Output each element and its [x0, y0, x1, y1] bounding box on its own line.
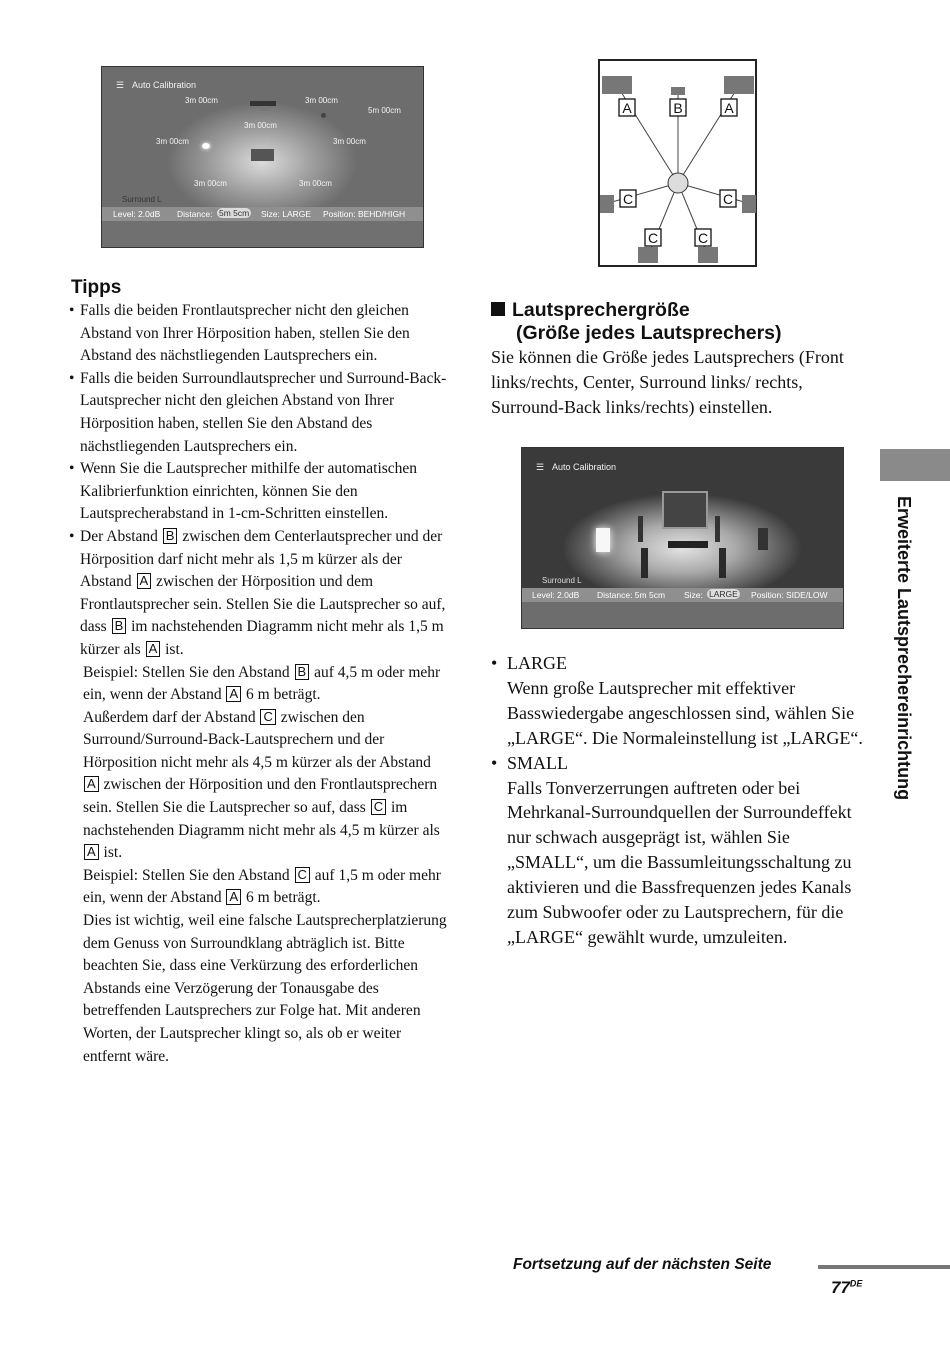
size-readout-label: Size: [684, 590, 703, 600]
chapter-tab-label: Erweiterte Lautsprechereinrichtung [894, 496, 914, 801]
page-number: 77DE [831, 1278, 863, 1297]
distance-label: 3m 00cm [244, 121, 277, 130]
speaker-center-marker [259, 106, 269, 111]
tipps-list [69, 300, 449, 1068]
distance-label: 3m 00cm [333, 137, 366, 146]
diagram-label-c: C [622, 191, 634, 207]
osd-status-bar [102, 207, 423, 221]
tipps-importance-note: Dies ist wichtig, weil eine falsche Lautsprecherplatzierung dem Genuss von Surroundklang abträglich ist. Bitte beachten Sie, dass eine Verkürzung des erforderlichen Abstands eine Verzögerung der Tonausgabe des betreffenden Lautsprechers zur Folge hat. Mit anderen Worten, der Lautsprecher klingt so, als ob er weiter entfernt wäre. [83, 912, 447, 1065]
osd-title: Auto Calibration [552, 462, 617, 472]
continued-note: Fortsetzung auf der nächsten Seite [513, 1256, 772, 1273]
size-options-list [491, 651, 866, 950]
speaker-tower [641, 548, 648, 578]
speaker-front-left [602, 76, 632, 94]
distance-label: 5m 00cm [368, 106, 401, 115]
level-readout: Level: 2.0dB [532, 590, 580, 600]
diagram-label-c: C [647, 230, 659, 246]
osd-title: Auto Calibration [132, 80, 197, 90]
tipps-surround-rule: Außerdem darf der Abstand C zwischen den Surround/Surround-Back-Lautsprechern und der Hörposition nicht mehr als 4,5 m kürzer als der Abstand A zwischen der Hörposition und den Frontlautsprechern sein. Stellen Sie die Lautsprecher so auf, dass C im nachstehenden Diagramm nicht mehr als 4,5 m kürzer als A ist. [83, 708, 440, 862]
page-language: DE [849, 1278, 863, 1289]
section-body: Sie können die Größe jedes Lautsprechers (Front links/rechts, Center, Surround links/ rechts, Surround-Back links/rechts) einstellen. [491, 347, 844, 417]
listener-icon [668, 173, 688, 193]
center-speaker [668, 541, 708, 548]
option-large-title: • LARGE [507, 653, 567, 673]
osd-screen-size [521, 447, 844, 629]
footer-rule [818, 1265, 950, 1269]
speaker-dot [321, 113, 326, 118]
speaker-surround-back-right [698, 247, 718, 263]
option-small-text: Falls Tonverzerrungen auftreten oder bei Mehrkanal-Surroundquellen der Surroundeffekt nur schwach ausgeprägt ist, wählen Sie „SMALL“, um die Bassumleitungsschaltung zu aktivieren und die Bassfrequenzen jedes Kanals zum Subwoofer oder zu Lautsprechern, für die „LARGE“ gewählt wurde, umzuleiten. [507, 777, 852, 947]
speaker-surround-l [202, 143, 210, 149]
diagram-label-b: B [673, 100, 683, 116]
distance-readout-value: 5m 5cm [219, 208, 250, 218]
speaker-placement-diagram [598, 59, 758, 268]
speaker-name: Surround L [542, 576, 582, 585]
speaker-surround-left [600, 195, 614, 213]
speaker-tower [719, 548, 726, 578]
osd-title-icon: ☰ [116, 80, 125, 90]
distance-readout: Distance: 5m 5cm [597, 590, 666, 600]
speaker-tower [638, 516, 643, 542]
speaker-surround-right [742, 195, 756, 213]
osd-bottom-band [102, 221, 423, 247]
osd-status-bar [522, 588, 843, 602]
option-small-title: • SMALL [507, 752, 569, 773]
distance-label: 3m 00cm [185, 96, 218, 105]
speaker-tower [715, 516, 720, 542]
diagram-label-c: C [722, 191, 734, 207]
diagram-label-a: A [724, 100, 734, 116]
osd-bottom-band [522, 602, 843, 628]
speaker-center [671, 87, 685, 95]
tipps-example-1: Beispiel: Stellen Sie den Abstand B auf 4,5 m oder mehr ein, wenn der Abstand A 6 m beträgt. [83, 663, 441, 704]
tipps-heading: Tipps [71, 277, 122, 298]
tipps-bullet-1: • Falls die beiden Frontlautsprecher nicht den gleichen Abstand von Ihrer Hörposition haben, stellen Sie den Abstand des nächstliegenden Lautsprechers ein. [69, 300, 449, 368]
listener-seat [251, 149, 274, 161]
diagram-label-a: A [622, 100, 632, 116]
level-readout: Level: 2.0dB [113, 209, 161, 219]
osd-screen-distance [101, 66, 424, 248]
distance-label: 3m 00cm [194, 179, 227, 188]
option-small [491, 751, 866, 950]
size-readout: Size: LARGE [261, 209, 312, 219]
osd-title-icon: ☰ [536, 462, 545, 472]
chapter-tab-marker [880, 449, 950, 481]
position-readout: Position: BEHD/HIGH [323, 209, 406, 219]
diagram-label-c: C [697, 230, 709, 246]
speaker-surround-back-left [638, 247, 658, 263]
option-large-text: Wenn große Lautsprecher mit effektiver Basswiedergabe angeschlossen sind, wählen Sie „LARGE“. Die Normaleinstellung ist „LARGE“. [507, 677, 863, 748]
tipps-bullet-4: • Der Abstand B zwischen dem Centerlautsprecher und der Hörposition darf nicht mehr als 1,5 m kürzer als der Abstand A zwischen der Hörposition und dem Frontlautsprecher sein. Stellen Sie die Lautsprecher so auf, dass B im nachstehenden Diagramm nicht mehr als 1,5 m kürzer als A ist. [69, 526, 449, 662]
tipps-bullet-2: • Falls die beiden Surroundlautsprecher und Surround-Back-Lautsprecher nicht den gleichen Abstand von Ihrer Hörposition haben, stellen Sie den Abstand des nächstliegenden Lautsprechers ein. [69, 368, 449, 458]
option-large [491, 651, 866, 751]
tipps-example-2: Beispiel: Stellen Sie den Abstand C auf 1,5 m oder mehr ein, wenn der Abstand A 6 m beträgt. [83, 866, 441, 907]
size-readout-value: LARGE [709, 589, 738, 599]
speaker-rear [758, 528, 768, 550]
distance-label: 3m 00cm [299, 179, 332, 188]
distance-label: 3m 00cm [156, 137, 189, 146]
speaker-front-right [724, 76, 754, 94]
speaker-name: Surround L [122, 195, 162, 204]
section-square-icon [491, 302, 505, 316]
position-readout: Position: SIDE/LOW [751, 590, 828, 600]
tipps-bullet-3: • Wenn Sie die Lautsprecher mithilfe der automatischen Kalibrierfunktion einrichten, können Sie den Lautsprecherabstand in 1-cm-Schritten einstellen. [69, 458, 449, 526]
section-heading: Lautsprechergröße (Größe jedes Lautsprechers) [491, 299, 782, 345]
distance-readout-label: Distance: [177, 209, 213, 219]
distance-label: 3m 00cm [305, 96, 338, 105]
speaker-surround-l [596, 528, 610, 552]
tv-screen [662, 491, 708, 529]
